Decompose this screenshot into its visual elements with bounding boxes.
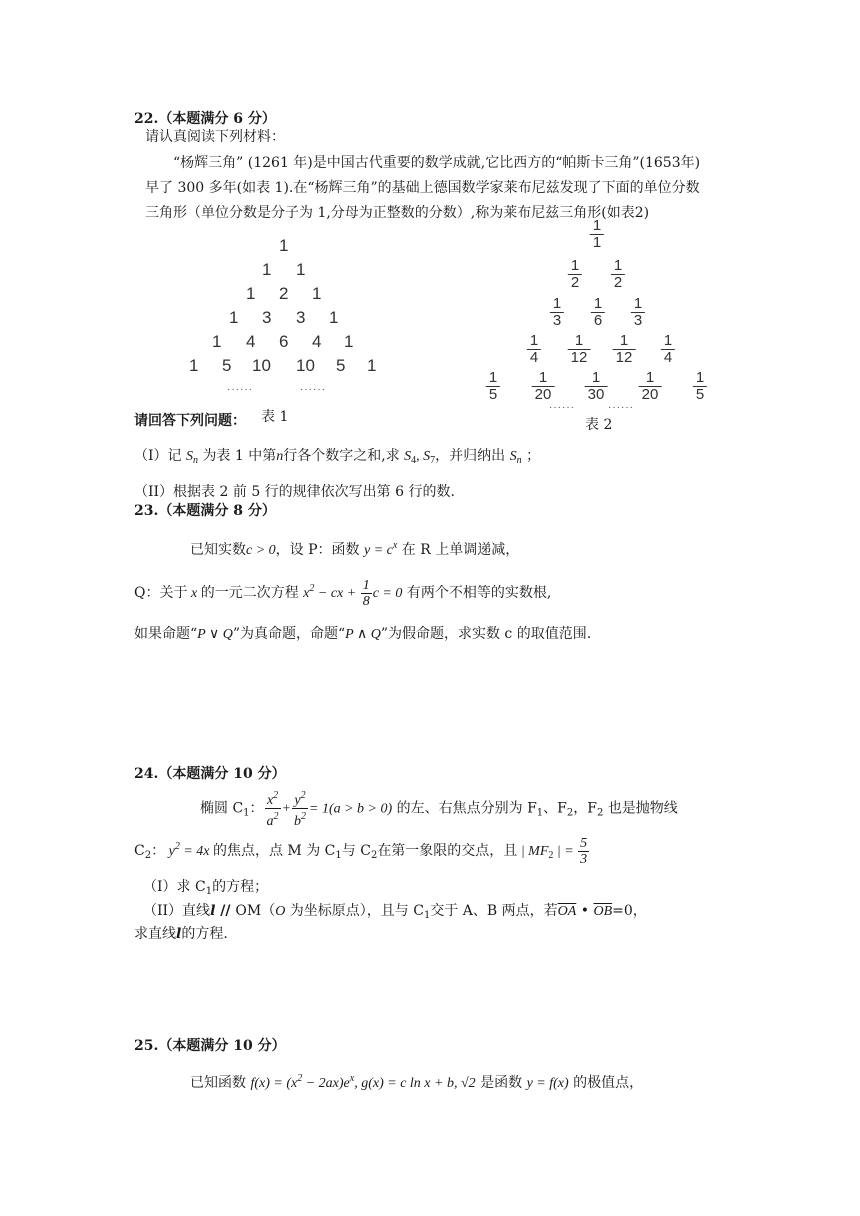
pascal-cell: 3	[296, 308, 306, 327]
pascal-cell: 1	[312, 284, 322, 303]
pascal-cell: 1	[279, 236, 289, 255]
q25-line1: 已知函数 $f(x) = (x^2 - 2ax)e^x$, g(x) = c ln x + b, √2 是函数 y = f(x) 的极值点，	[190, 1073, 644, 1091]
leibniz-fraction: 1 3	[550, 296, 564, 329]
q24-part2: （II）直线l // OM（O 为坐标原点），且与 $C_1$交于 A、B 两点，若$\overline{OA}$ • $\overline{OB}=0$，	[143, 903, 647, 921]
pascal-cell: 1	[344, 332, 354, 351]
q22-part1: （I）记 $S_n$ 为表 1 中第n行各个数字之和,求 $S_4$, $S_7$，并归纳出 $S_n$ ；	[134, 448, 541, 466]
q23-line1: 已知实数c > 0，设 P：函数 $y = c^x$ 在 R 上单调递减，	[190, 540, 520, 558]
pascal-dots-left: ······	[227, 384, 253, 395]
pascal-cell: 1	[262, 260, 272, 279]
pascal-cell: 6	[279, 332, 289, 351]
q22-paragraph: “杨辉三角” (1261 年)是中国古代重要的数学成就,它比西方的“帕斯卡三角”(1653年)早了 300 多年(如表 1).在“杨辉三角”的基础上德国数学家莱布尼兹发现了下面的单位分数三角形（单位分数是分子为 1,分母为正整数的分数）,称为莱布尼兹三角形(如表2)	[145, 155, 701, 221]
leibniz-fraction: 1 20	[532, 370, 555, 403]
leibniz-fraction: 1 12	[568, 333, 591, 366]
q24-line1: 椭圆 $C_1$： $\frac{x^2}{a^2}$ + $\frac{y^2}{b^2}$ = 1(a > b > 0) 的左、右焦点分别为 $F_1$、$F_2$，$F_2$ 也是抛物线	[200, 790, 678, 829]
pascal-cell: 1	[367, 356, 377, 375]
leibniz-fraction: 1 3	[631, 296, 645, 329]
pascal-cell: 2	[279, 284, 289, 303]
q23-line3: 如果命题“P ∨ Q”为真命题，命题“P ∧ Q”为假命题，求实数 c 的取值范围.	[134, 626, 592, 642]
q22-heading: 22.（本题满分 6 分）	[134, 111, 276, 127]
leibniz-dots-right: ······	[608, 402, 634, 413]
q24-part1: （I）求 $C_1$的方程；	[143, 879, 269, 897]
pascal-cell: 4	[246, 332, 256, 351]
q22-part2: （II）根据表 2 前 5 行的规律依次写出第 6 行的数.	[134, 484, 455, 500]
pascal-cell: 1	[189, 356, 199, 375]
q22-prompt: 请回答下列问题：	[134, 413, 246, 429]
pascal-cell: 1	[212, 332, 222, 351]
q25-heading: 25.（本题满分 10 分）	[134, 1038, 286, 1054]
q24-line2: $C_2$： $y^2 = 4x$ 的焦点，点 M 为 $C_1$与 $C_2$在第一象限的交点，且 | $MF_2$ | = $\frac{5}{3}$	[134, 835, 588, 867]
leibniz-fraction: 1 5	[693, 370, 707, 403]
leibniz-fraction: 1 20	[639, 370, 662, 403]
leibniz-dots-left: ······	[549, 402, 575, 413]
pascal-cell: 1	[246, 284, 256, 303]
leibniz-fraction: 1 4	[661, 333, 675, 366]
leibniz-fraction: 1 12	[613, 333, 636, 366]
pascal-cell: 5	[336, 356, 346, 375]
leibniz-fraction: 1 1	[590, 218, 604, 251]
q23-heading: 23.（本题满分 8 分）	[134, 503, 276, 519]
pascal-cell: 1	[296, 260, 306, 279]
q22-intro: 请认真阅读下列材料：	[145, 129, 285, 145]
q23-line2: Q：关于 x 的一元二次方程 $x^2$ − cx + $\frac{1}{8}$ c = 0 有两个不相等的实数根,	[134, 577, 552, 609]
q24-heading: 24.（本题满分 10 分）	[134, 766, 286, 782]
table2-caption: 表 2	[585, 417, 613, 433]
pascal-dots-right: ······	[300, 384, 326, 395]
pascal-cell: 10	[296, 356, 315, 375]
table1-caption: 表 1	[261, 409, 289, 425]
pascal-cell: 10	[252, 356, 271, 375]
pascal-cell: 5	[222, 356, 232, 375]
leibniz-fraction: 1 5	[486, 370, 500, 403]
pascal-cell: 4	[312, 332, 322, 351]
leibniz-fraction: 1 30	[585, 370, 608, 403]
leibniz-fraction: 1 6	[591, 296, 605, 329]
leibniz-fraction: 1 2	[568, 258, 582, 291]
q24-part2-cont: 求直线l的方程.	[134, 926, 228, 942]
leibniz-fraction: 1 4	[527, 333, 541, 366]
pascal-cell: 1	[229, 308, 239, 327]
pascal-cell: 3	[262, 308, 272, 327]
leibniz-fraction: 1 2	[611, 258, 625, 291]
pascal-cell: 1	[329, 308, 339, 327]
